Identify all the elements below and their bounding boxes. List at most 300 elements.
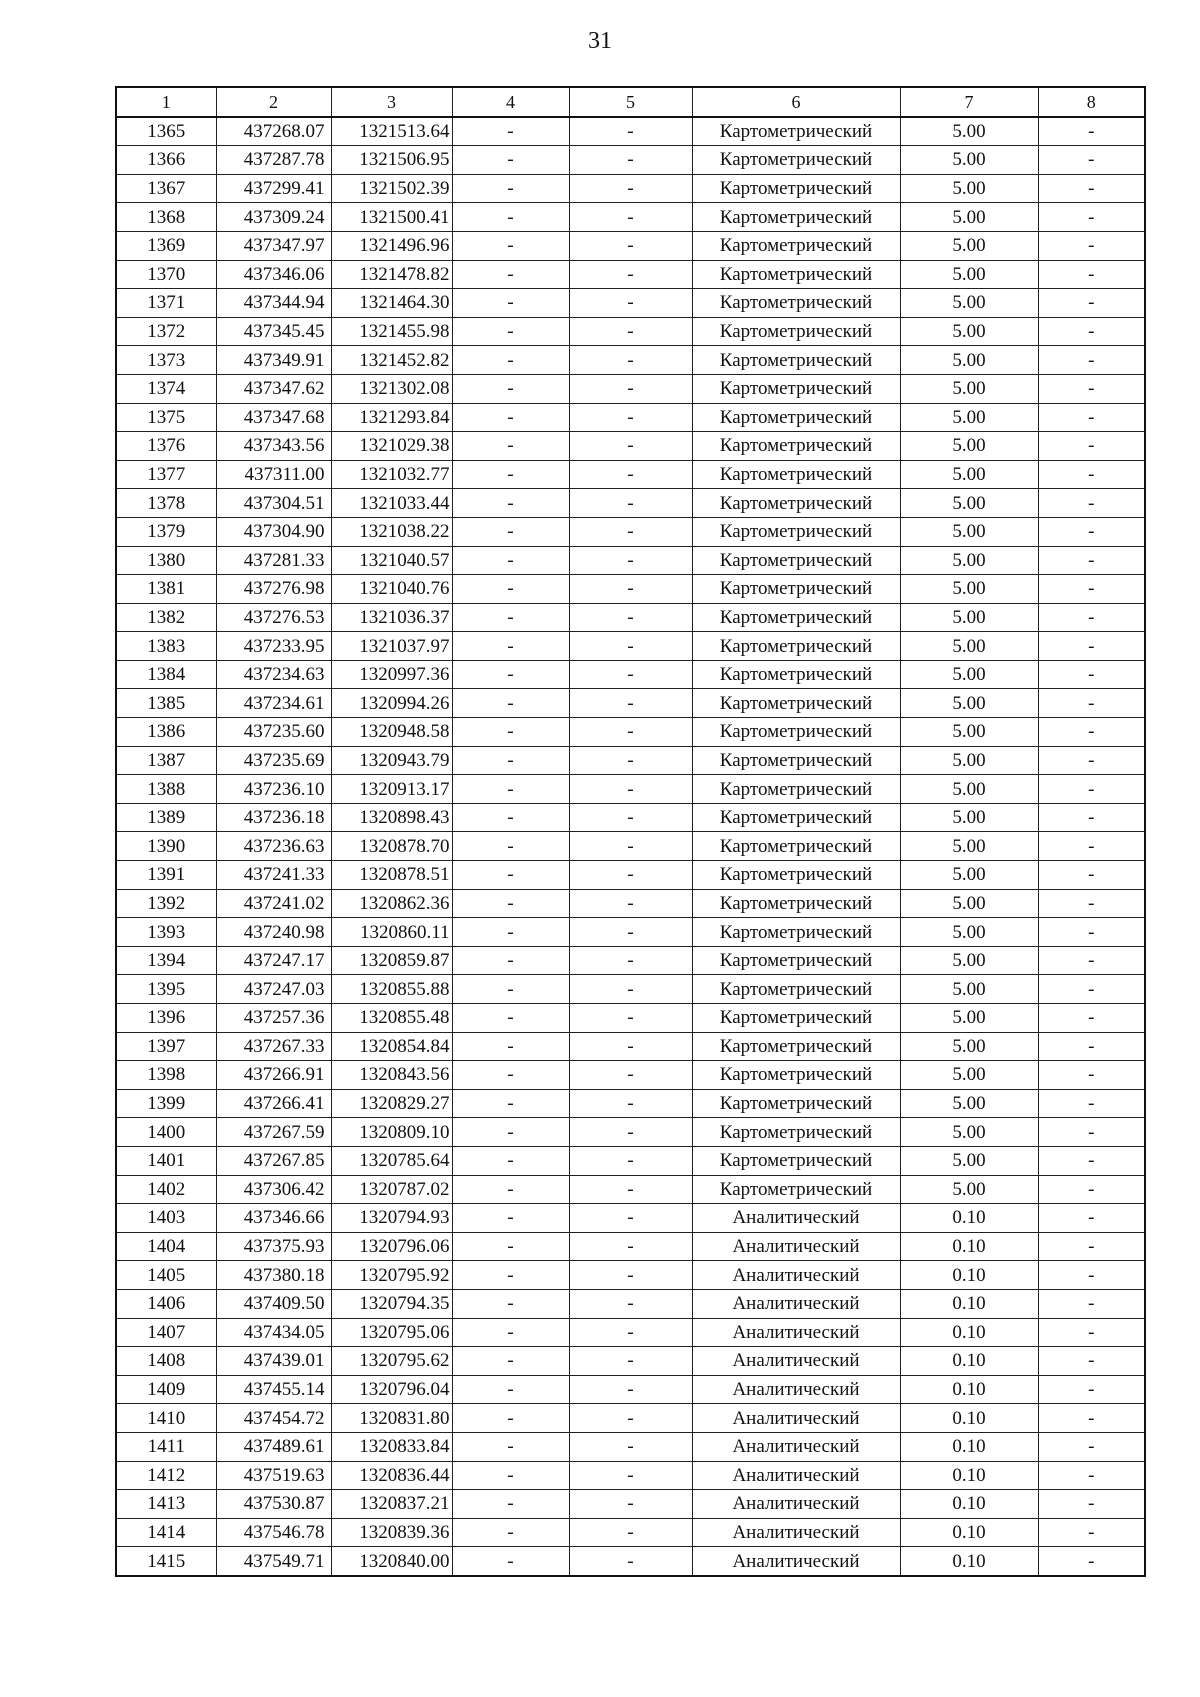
cell-col-8: - bbox=[1038, 460, 1145, 489]
cell-coordinate-x: 437287.78 bbox=[216, 146, 331, 175]
cell-coordinate-x: 437247.03 bbox=[216, 975, 331, 1004]
cell-accuracy: 5.00 bbox=[900, 1146, 1038, 1175]
cell-coordinate-y: 1320997.36 bbox=[331, 660, 452, 689]
table-row bbox=[116, 1204, 1145, 1233]
cell-col-5: - bbox=[569, 1518, 692, 1547]
cell-point-number: 1415 bbox=[116, 1547, 216, 1576]
cell-method: Картометрический bbox=[692, 746, 900, 775]
cell-col-4: - bbox=[452, 632, 569, 661]
cell-col-5: - bbox=[569, 1175, 692, 1204]
cell-method: Картометрический bbox=[692, 317, 900, 346]
cell-coordinate-y: 1320809.10 bbox=[331, 1118, 452, 1147]
cell-accuracy: 0.10 bbox=[900, 1518, 1038, 1547]
cell-coordinate-y: 1321302.08 bbox=[331, 374, 452, 403]
cell-accuracy: 5.00 bbox=[900, 289, 1038, 318]
cell-method: Картометрический bbox=[692, 374, 900, 403]
cell-col-4: - bbox=[452, 432, 569, 461]
cell-point-number: 1374 bbox=[116, 374, 216, 403]
cell-col-8: - bbox=[1038, 1146, 1145, 1175]
cell-method: Картометрический bbox=[692, 1146, 900, 1175]
cell-coordinate-x: 437349.91 bbox=[216, 346, 331, 375]
cell-coordinate-x: 437266.91 bbox=[216, 1061, 331, 1090]
table-row bbox=[116, 203, 1145, 232]
cell-accuracy: 5.00 bbox=[900, 174, 1038, 203]
cell-method: Аналитический bbox=[692, 1461, 900, 1490]
cell-col-5: - bbox=[569, 803, 692, 832]
cell-coordinate-y: 1320833.84 bbox=[331, 1432, 452, 1461]
cell-col-4: - bbox=[452, 1432, 569, 1461]
cell-coordinate-y: 1320948.58 bbox=[331, 718, 452, 747]
cell-coordinate-x: 437281.33 bbox=[216, 546, 331, 575]
cell-coordinate-x: 437343.56 bbox=[216, 432, 331, 461]
page-number: 31 bbox=[588, 28, 612, 54]
cell-col-5: - bbox=[569, 1004, 692, 1033]
cell-col-5: - bbox=[569, 546, 692, 575]
cell-coordinate-x: 437233.95 bbox=[216, 632, 331, 661]
cell-coordinate-y: 1320878.51 bbox=[331, 861, 452, 890]
cell-col-5: - bbox=[569, 489, 692, 518]
table-row bbox=[116, 1089, 1145, 1118]
table-row bbox=[116, 1432, 1145, 1461]
table-row bbox=[116, 946, 1145, 975]
cell-col-8: - bbox=[1038, 861, 1145, 890]
cell-coordinate-x: 437234.61 bbox=[216, 689, 331, 718]
cell-col-8: - bbox=[1038, 1032, 1145, 1061]
cell-col-8: - bbox=[1038, 489, 1145, 518]
table-row bbox=[116, 1175, 1145, 1204]
table-row bbox=[116, 775, 1145, 804]
cell-coordinate-y: 1320843.56 bbox=[331, 1061, 452, 1090]
cell-point-number: 1411 bbox=[116, 1432, 216, 1461]
cell-col-5: - bbox=[569, 432, 692, 461]
cell-coordinate-x: 437235.69 bbox=[216, 746, 331, 775]
cell-col-8: - bbox=[1038, 432, 1145, 461]
cell-accuracy: 5.00 bbox=[900, 117, 1038, 146]
cell-accuracy: 5.00 bbox=[900, 975, 1038, 1004]
cell-point-number: 1370 bbox=[116, 260, 216, 289]
table-row bbox=[116, 689, 1145, 718]
cell-method: Картометрический bbox=[692, 346, 900, 375]
table-row bbox=[116, 460, 1145, 489]
cell-coordinate-y: 1320855.88 bbox=[331, 975, 452, 1004]
cell-col-5: - bbox=[569, 1061, 692, 1090]
cell-col-4: - bbox=[452, 1404, 569, 1433]
cell-coordinate-y: 1320794.35 bbox=[331, 1289, 452, 1318]
cell-col-4: - bbox=[452, 803, 569, 832]
cell-method: Картометрический bbox=[692, 718, 900, 747]
table-row bbox=[116, 632, 1145, 661]
cell-accuracy: 5.00 bbox=[900, 746, 1038, 775]
cell-method: Картометрический bbox=[692, 832, 900, 861]
cell-accuracy: 0.10 bbox=[900, 1490, 1038, 1519]
cell-method: Аналитический bbox=[692, 1432, 900, 1461]
cell-coordinate-x: 437409.50 bbox=[216, 1289, 331, 1318]
table-row bbox=[116, 975, 1145, 1004]
cell-col-4: - bbox=[452, 146, 569, 175]
cell-col-4: - bbox=[452, 203, 569, 232]
cell-col-5: - bbox=[569, 1375, 692, 1404]
cell-col-8: - bbox=[1038, 546, 1145, 575]
cell-col-5: - bbox=[569, 289, 692, 318]
cell-col-4: - bbox=[452, 1146, 569, 1175]
cell-coordinate-x: 437347.62 bbox=[216, 374, 331, 403]
cell-col-8: - bbox=[1038, 918, 1145, 947]
table-row bbox=[116, 517, 1145, 546]
cell-col-4: - bbox=[452, 832, 569, 861]
cell-coordinate-x: 437455.14 bbox=[216, 1375, 331, 1404]
cell-accuracy: 5.00 bbox=[900, 203, 1038, 232]
cell-col-8: - bbox=[1038, 1490, 1145, 1519]
cell-col-8: - bbox=[1038, 1232, 1145, 1261]
cell-col-5: - bbox=[569, 317, 692, 346]
cell-coordinate-y: 1320794.93 bbox=[331, 1204, 452, 1233]
table-row bbox=[116, 374, 1145, 403]
cell-coordinate-y: 1320796.06 bbox=[331, 1232, 452, 1261]
cell-point-number: 1405 bbox=[116, 1261, 216, 1290]
cell-col-5: - bbox=[569, 1204, 692, 1233]
cell-coordinate-x: 437236.10 bbox=[216, 775, 331, 804]
cell-method: Аналитический bbox=[692, 1261, 900, 1290]
cell-coordinate-y: 1321513.64 bbox=[331, 117, 452, 146]
cell-col-8: - bbox=[1038, 317, 1145, 346]
cell-coordinate-x: 437311.00 bbox=[216, 460, 331, 489]
cell-method: Картометрический bbox=[692, 689, 900, 718]
cell-point-number: 1402 bbox=[116, 1175, 216, 1204]
cell-col-4: - bbox=[452, 1490, 569, 1519]
cell-coordinate-x: 437241.02 bbox=[216, 889, 331, 918]
cell-col-8: - bbox=[1038, 889, 1145, 918]
cell-method: Картометрический bbox=[692, 231, 900, 260]
cell-point-number: 1367 bbox=[116, 174, 216, 203]
cell-coordinate-y: 1321464.30 bbox=[331, 289, 452, 318]
cell-col-8: - bbox=[1038, 374, 1145, 403]
table-body bbox=[116, 117, 1145, 1576]
cell-col-4: - bbox=[452, 517, 569, 546]
cell-point-number: 1379 bbox=[116, 517, 216, 546]
cell-accuracy: 5.00 bbox=[900, 832, 1038, 861]
cell-coordinate-x: 437380.18 bbox=[216, 1261, 331, 1290]
cell-col-5: - bbox=[569, 1404, 692, 1433]
cell-coordinate-y: 1320840.00 bbox=[331, 1547, 452, 1576]
cell-col-5: - bbox=[569, 775, 692, 804]
cell-col-5: - bbox=[569, 1347, 692, 1376]
table-row bbox=[116, 1232, 1145, 1261]
cell-col-5: - bbox=[569, 374, 692, 403]
cell-coordinate-x: 437247.17 bbox=[216, 946, 331, 975]
cell-coordinate-x: 437546.78 bbox=[216, 1518, 331, 1547]
cell-coordinate-y: 1321502.39 bbox=[331, 174, 452, 203]
cell-col-4: - bbox=[452, 1032, 569, 1061]
cell-accuracy: 0.10 bbox=[900, 1547, 1038, 1576]
cell-accuracy: 5.00 bbox=[900, 317, 1038, 346]
table-row bbox=[116, 1547, 1145, 1576]
coordinates-table bbox=[115, 86, 1146, 1577]
cell-col-8: - bbox=[1038, 289, 1145, 318]
cell-col-4: - bbox=[452, 1175, 569, 1204]
cell-coordinate-y: 1321455.98 bbox=[331, 317, 452, 346]
cell-col-8: - bbox=[1038, 1261, 1145, 1290]
cell-method: Картометрический bbox=[692, 1061, 900, 1090]
cell-col-8: - bbox=[1038, 775, 1145, 804]
cell-coordinate-y: 1320837.21 bbox=[331, 1490, 452, 1519]
cell-col-4: - bbox=[452, 231, 569, 260]
cell-point-number: 1409 bbox=[116, 1375, 216, 1404]
cell-col-4: - bbox=[452, 775, 569, 804]
cell-method: Картометрический bbox=[692, 803, 900, 832]
table-row bbox=[116, 861, 1145, 890]
cell-method: Аналитический bbox=[692, 1490, 900, 1519]
table-row bbox=[116, 231, 1145, 260]
cell-coordinate-y: 1321496.96 bbox=[331, 231, 452, 260]
table-header-row bbox=[116, 87, 1145, 117]
cell-col-5: - bbox=[569, 575, 692, 604]
cell-point-number: 1406 bbox=[116, 1289, 216, 1318]
cell-col-8: - bbox=[1038, 1061, 1145, 1090]
cell-point-number: 1393 bbox=[116, 918, 216, 947]
cell-col-8: - bbox=[1038, 146, 1145, 175]
cell-col-4: - bbox=[452, 1232, 569, 1261]
cell-method: Картометрический bbox=[692, 517, 900, 546]
cell-col-4: - bbox=[452, 1461, 569, 1490]
cell-col-8: - bbox=[1038, 1118, 1145, 1147]
cell-coordinate-y: 1320795.92 bbox=[331, 1261, 452, 1290]
cell-col-5: - bbox=[569, 460, 692, 489]
table-row bbox=[116, 1061, 1145, 1090]
cell-col-4: - bbox=[452, 1347, 569, 1376]
cell-method: Картометрический bbox=[692, 603, 900, 632]
cell-point-number: 1395 bbox=[116, 975, 216, 1004]
cell-col-8: - bbox=[1038, 1432, 1145, 1461]
cell-point-number: 1400 bbox=[116, 1118, 216, 1147]
table-row bbox=[116, 346, 1145, 375]
cell-accuracy: 5.00 bbox=[900, 918, 1038, 947]
cell-point-number: 1399 bbox=[116, 1089, 216, 1118]
cell-col-5: - bbox=[569, 660, 692, 689]
cell-col-5: - bbox=[569, 1032, 692, 1061]
cell-col-8: - bbox=[1038, 117, 1145, 146]
table-row bbox=[116, 1261, 1145, 1290]
cell-col-5: - bbox=[569, 146, 692, 175]
cell-coordinate-x: 437267.33 bbox=[216, 1032, 331, 1061]
cell-method: Картометрический bbox=[692, 174, 900, 203]
cell-col-4: - bbox=[452, 546, 569, 575]
cell-col-4: - bbox=[452, 718, 569, 747]
cell-point-number: 1369 bbox=[116, 231, 216, 260]
cell-coordinate-x: 437235.60 bbox=[216, 718, 331, 747]
cell-method: Картометрический bbox=[692, 775, 900, 804]
cell-col-8: - bbox=[1038, 1175, 1145, 1204]
cell-method: Картометрический bbox=[692, 289, 900, 318]
cell-col-5: - bbox=[569, 346, 692, 375]
table-row bbox=[116, 146, 1145, 175]
cell-coordinate-x: 437267.85 bbox=[216, 1146, 331, 1175]
cell-accuracy: 0.10 bbox=[900, 1375, 1038, 1404]
cell-method: Аналитический bbox=[692, 1232, 900, 1261]
cell-coordinate-x: 437375.93 bbox=[216, 1232, 331, 1261]
cell-col-4: - bbox=[452, 346, 569, 375]
cell-coordinate-x: 437344.94 bbox=[216, 289, 331, 318]
cell-col-5: - bbox=[569, 1289, 692, 1318]
cell-col-5: - bbox=[569, 946, 692, 975]
cell-coordinate-x: 437236.63 bbox=[216, 832, 331, 861]
cell-method: Картометрический bbox=[692, 1175, 900, 1204]
table-row bbox=[116, 1404, 1145, 1433]
cell-accuracy: 0.10 bbox=[900, 1347, 1038, 1376]
cell-col-4: - bbox=[452, 660, 569, 689]
cell-col-8: - bbox=[1038, 832, 1145, 861]
cell-col-8: - bbox=[1038, 803, 1145, 832]
cell-coordinate-y: 1320859.87 bbox=[331, 946, 452, 975]
cell-col-4: - bbox=[452, 289, 569, 318]
column-header: 4 bbox=[452, 87, 569, 117]
column-header: 3 bbox=[331, 87, 452, 117]
cell-col-8: - bbox=[1038, 946, 1145, 975]
cell-method: Картометрический bbox=[692, 146, 900, 175]
table-row bbox=[116, 1461, 1145, 1490]
cell-accuracy: 5.00 bbox=[900, 260, 1038, 289]
cell-coordinate-x: 437346.66 bbox=[216, 1204, 331, 1233]
cell-coordinate-x: 437304.51 bbox=[216, 489, 331, 518]
cell-method: Картометрический bbox=[692, 403, 900, 432]
cell-coordinate-x: 437549.71 bbox=[216, 1547, 331, 1576]
cell-col-5: - bbox=[569, 689, 692, 718]
cell-coordinate-y: 1321033.44 bbox=[331, 489, 452, 518]
cell-col-5: - bbox=[569, 517, 692, 546]
cell-col-5: - bbox=[569, 203, 692, 232]
cell-col-5: - bbox=[569, 603, 692, 632]
cell-col-5: - bbox=[569, 889, 692, 918]
cell-point-number: 1397 bbox=[116, 1032, 216, 1061]
cell-point-number: 1376 bbox=[116, 432, 216, 461]
cell-col-5: - bbox=[569, 632, 692, 661]
cell-method: Аналитический bbox=[692, 1518, 900, 1547]
table-row bbox=[116, 1347, 1145, 1376]
cell-coordinate-x: 437530.87 bbox=[216, 1490, 331, 1519]
cell-accuracy: 5.00 bbox=[900, 1089, 1038, 1118]
cell-col-8: - bbox=[1038, 346, 1145, 375]
cell-col-5: - bbox=[569, 1318, 692, 1347]
cell-col-8: - bbox=[1038, 689, 1145, 718]
cell-col-5: - bbox=[569, 718, 692, 747]
cell-method: Картометрический bbox=[692, 1089, 900, 1118]
cell-point-number: 1390 bbox=[116, 832, 216, 861]
cell-point-number: 1380 bbox=[116, 546, 216, 575]
cell-coordinate-y: 1320898.43 bbox=[331, 803, 452, 832]
cell-col-5: - bbox=[569, 1089, 692, 1118]
cell-coordinate-x: 437304.90 bbox=[216, 517, 331, 546]
table-row bbox=[116, 603, 1145, 632]
cell-point-number: 1394 bbox=[116, 946, 216, 975]
cell-accuracy: 5.00 bbox=[900, 517, 1038, 546]
cell-col-5: - bbox=[569, 1490, 692, 1519]
cell-method: Аналитический bbox=[692, 1375, 900, 1404]
cell-col-8: - bbox=[1038, 403, 1145, 432]
table-row bbox=[116, 117, 1145, 146]
cell-method: Картометрический bbox=[692, 546, 900, 575]
cell-point-number: 1375 bbox=[116, 403, 216, 432]
cell-coordinate-y: 1320795.06 bbox=[331, 1318, 452, 1347]
cell-col-4: - bbox=[452, 918, 569, 947]
cell-accuracy: 0.10 bbox=[900, 1261, 1038, 1290]
cell-point-number: 1365 bbox=[116, 117, 216, 146]
cell-coordinate-x: 437346.06 bbox=[216, 260, 331, 289]
cell-coordinate-x: 437306.42 bbox=[216, 1175, 331, 1204]
cell-col-4: - bbox=[452, 603, 569, 632]
cell-coordinate-x: 437434.05 bbox=[216, 1318, 331, 1347]
cell-col-5: - bbox=[569, 746, 692, 775]
cell-col-8: - bbox=[1038, 1375, 1145, 1404]
cell-col-4: - bbox=[452, 689, 569, 718]
cell-col-8: - bbox=[1038, 1518, 1145, 1547]
cell-col-8: - bbox=[1038, 517, 1145, 546]
cell-method: Картометрический bbox=[692, 1118, 900, 1147]
cell-col-4: - bbox=[452, 575, 569, 604]
cell-col-5: - bbox=[569, 1118, 692, 1147]
cell-accuracy: 5.00 bbox=[900, 689, 1038, 718]
cell-col-4: - bbox=[452, 374, 569, 403]
table-row bbox=[116, 889, 1145, 918]
cell-point-number: 1404 bbox=[116, 1232, 216, 1261]
cell-coordinate-y: 1320862.36 bbox=[331, 889, 452, 918]
cell-coordinate-y: 1320943.79 bbox=[331, 746, 452, 775]
cell-coordinate-y: 1320796.04 bbox=[331, 1375, 452, 1404]
cell-coordinate-x: 437519.63 bbox=[216, 1461, 331, 1490]
cell-accuracy: 5.00 bbox=[900, 546, 1038, 575]
cell-accuracy: 5.00 bbox=[900, 346, 1038, 375]
cell-coordinate-y: 1320854.84 bbox=[331, 1032, 452, 1061]
cell-method: Картометрический bbox=[692, 889, 900, 918]
cell-col-4: - bbox=[452, 1061, 569, 1090]
table-row bbox=[116, 1375, 1145, 1404]
table-row bbox=[116, 746, 1145, 775]
cell-col-4: - bbox=[452, 489, 569, 518]
cell-point-number: 1378 bbox=[116, 489, 216, 518]
cell-col-8: - bbox=[1038, 575, 1145, 604]
cell-col-4: - bbox=[452, 1261, 569, 1290]
cell-point-number: 1412 bbox=[116, 1461, 216, 1490]
cell-accuracy: 5.00 bbox=[900, 946, 1038, 975]
cell-coordinate-x: 437266.41 bbox=[216, 1089, 331, 1118]
cell-col-5: - bbox=[569, 1261, 692, 1290]
cell-point-number: 1401 bbox=[116, 1146, 216, 1175]
cell-col-8: - bbox=[1038, 1347, 1145, 1376]
cell-col-5: - bbox=[569, 1461, 692, 1490]
table-row bbox=[116, 432, 1145, 461]
cell-accuracy: 0.10 bbox=[900, 1318, 1038, 1347]
cell-col-5: - bbox=[569, 861, 692, 890]
cell-accuracy: 5.00 bbox=[900, 432, 1038, 461]
cell-coordinate-x: 437309.24 bbox=[216, 203, 331, 232]
cell-accuracy: 0.10 bbox=[900, 1289, 1038, 1318]
cell-accuracy: 5.00 bbox=[900, 1175, 1038, 1204]
cell-accuracy: 5.00 bbox=[900, 603, 1038, 632]
table-row bbox=[116, 289, 1145, 318]
cell-method: Картометрический bbox=[692, 1032, 900, 1061]
cell-col-4: - bbox=[452, 1318, 569, 1347]
cell-col-4: - bbox=[452, 403, 569, 432]
cell-col-8: - bbox=[1038, 1404, 1145, 1433]
cell-point-number: 1413 bbox=[116, 1490, 216, 1519]
cell-coordinate-y: 1320831.80 bbox=[331, 1404, 452, 1433]
cell-point-number: 1396 bbox=[116, 1004, 216, 1033]
cell-col-4: - bbox=[452, 260, 569, 289]
cell-col-4: - bbox=[452, 861, 569, 890]
cell-col-8: - bbox=[1038, 231, 1145, 260]
table-row bbox=[116, 174, 1145, 203]
cell-coordinate-y: 1321506.95 bbox=[331, 146, 452, 175]
table-row bbox=[116, 1518, 1145, 1547]
table-row bbox=[116, 1289, 1145, 1318]
